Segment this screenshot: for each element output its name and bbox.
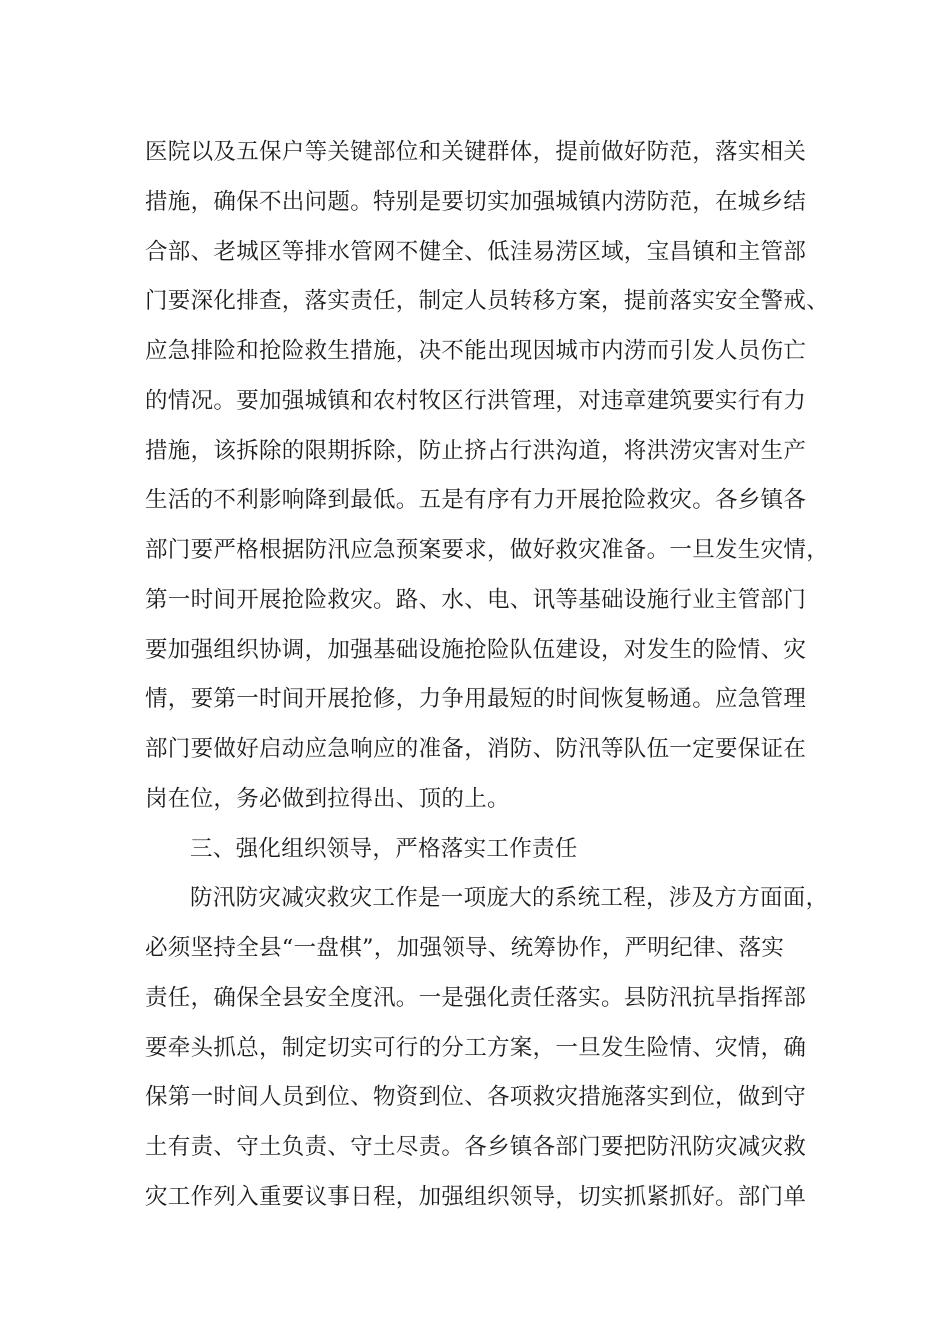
text-line: 的情况。要加强城镇和农村牧区行洪管理，对违章建筑要实行有力 xyxy=(145,387,807,414)
text-line: 措施，确保不出问题。特别是要切实加强城镇内涝防范，在城乡结 xyxy=(145,188,807,215)
text-line: 应急排险和抢险救生措施，决不能出现因城市内涝而引发人员伤亡 xyxy=(145,338,807,364)
text-line: 土有责、守土负责、守土尽责。各乡镇各部门要把防汛防灾减灾救 xyxy=(145,1134,807,1160)
text-line: 必须坚持全县“一盘棋”，加强领导、统筹协作，严明纪律、落实 xyxy=(145,935,785,961)
text-line: 医院以及五保户等关键部位和关键群体，提前做好防范，落实相关 xyxy=(145,139,807,165)
text-line: 防汛防灾减灾救灾工作是一项庞大的系统工程，涉及方方面面， xyxy=(190,885,829,912)
text-line: 合部、老城区等排水管网不健全、低洼易涝区域，宝昌镇和主管部 xyxy=(145,238,807,265)
text-line: 措施，该拆除的限期拆除，防止挤占行洪沟道，将洪涝灾害对生产 xyxy=(145,437,807,464)
text-line: 岗在位，务必做到拉得出、顶的上。 xyxy=(145,785,510,812)
text-line: 要加强组织协调，加强基础设施抢险队伍建设，对发生的险情、灾 xyxy=(145,636,807,663)
text-line: 门要深化排查，落实责任，制定人员转移方案，提前落实安全警戒、 xyxy=(145,288,830,315)
text-line: 部门要严格根据防汛应急预案要求，做好救灾准备。一旦发生灾情， xyxy=(145,537,830,563)
body-text xyxy=(145,128,830,1223)
text-line: 情，要第一时间开展抢修，力争用最短的时间恢复畅通。应急管理 xyxy=(145,686,807,713)
section-heading: 三、强化组织领导，严格落实工作责任 xyxy=(190,835,578,862)
text-line: 要牵头抓总，制定切实可行的分工方案，一旦发生险情、灾情，确 xyxy=(145,1034,807,1061)
text-line: 灾工作列入重要议事日程，加强组织领导，切实抓紧抓好。部门单 xyxy=(145,1183,807,1210)
text-line: 第一时间开展抢险救灾。路、水、电、讯等基础设施行业主管部门 xyxy=(145,586,807,613)
text-line: 部门要做好启动应急响应的准备，消防、防汛等队伍一定要保证在 xyxy=(145,736,807,762)
text-line: 生活的不利影响降到最低。五是有序有力开展抢险救灾。各乡镇各 xyxy=(145,487,807,514)
text-line: 责任，确保全县安全度汛。一是强化责任落实。县防汛抗旱指挥部 xyxy=(145,984,807,1011)
text-line: 保第一时间人员到位、物资到位、各项救灾措施落实到位，做到守 xyxy=(145,1084,807,1111)
